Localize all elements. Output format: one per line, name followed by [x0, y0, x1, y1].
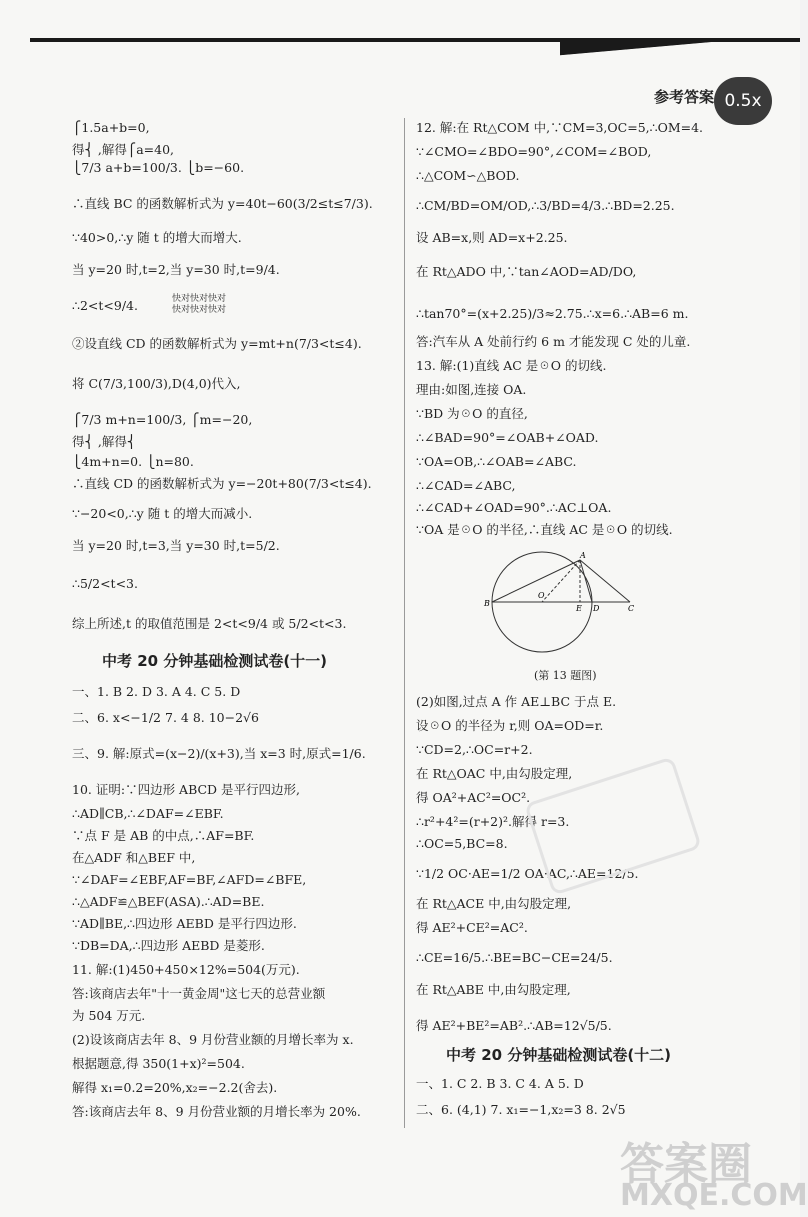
right-line-8: 13. 解:(1)直线 AC 是☉O 的切线. [416, 358, 607, 373]
left-line-b-0: 一、1. B 2. D 3. A 4. C 5. D [72, 684, 241, 699]
geometry-figure [484, 551, 644, 678]
right-line-b-1: 设☉O 的半径为 r,则 OA=OD=r. [416, 718, 604, 733]
overlay-note: 快对快对快对 快对快对快对 [172, 294, 227, 316]
playback-speed-button[interactable]: 0.5x [714, 77, 772, 125]
left-line-b-5: ∵点 F 是 AB 的中点,∴AF=BF. [72, 828, 255, 843]
right-line-0: 12. 解:在 Rt△COM 中,∵CM=3,OC=5,∴OM=4. [416, 120, 704, 135]
label-o: O [538, 591, 545, 600]
right-line-2: ∴△COM∽△BOD. [416, 168, 520, 183]
right-line-3: ∴CM/BD=OM/OD,∴3/BD=4/3.∴BD=2.25. [416, 198, 675, 213]
right-line-13: ∴∠CAD=∠ABC, [416, 478, 516, 493]
left-line-0: ⎧1.5a+b=0, [72, 120, 150, 135]
right-line-b-3: 在 Rt△OAC 中,由勾股定理, [416, 766, 573, 781]
left-line-8: 将 C(7/3,100/3),D(4,0)代入, [72, 376, 241, 391]
line-ad [580, 560, 592, 602]
left-line-9: ⎧7/3 m+n=100/3, ⎧m=−20, [72, 412, 253, 427]
left-line-b-4: ∴AD∥CB,∴∠DAF=∠EBF. [72, 806, 224, 821]
top-rule-tail [560, 40, 800, 62]
figure-caption: (第 13 题图) [534, 669, 597, 682]
right-line-7: 答:汽车从 A 处前行约 6 m 才能发现 C 处的儿童. [416, 334, 691, 349]
left-line-b-6: 在△ADF 和△BEF 中, [72, 850, 196, 865]
line-ab [492, 560, 580, 602]
right-line-10: ∵BD 为☉O 的直径, [416, 406, 528, 421]
left-line-b-7: ∵∠DAF=∠EBF,AF=BF,∠AFD=∠BFE, [72, 872, 307, 887]
right-line-15: ∵OA 是☉O 的半径,∴直线 AC 是☉O 的切线. [416, 522, 673, 537]
section-title-11: 中考 20 分钟基础检测试卷(十一) [102, 652, 328, 670]
right-line-c-0: 一、1. C 2. B 3. C 4. A 5. D [416, 1076, 584, 1091]
right-line-b-4: 得 OA²+AC²=OC². [416, 790, 531, 805]
left-line-16: 综上所述,t 的取值范围是 2<t<9/4 或 5/2<t<3. [72, 616, 347, 631]
left-line-12: ∴直线 CD 的函数解析式为 y=−20t+80(7/3<t≤4). [72, 476, 372, 491]
label-a: A [580, 551, 586, 560]
right-line-5: 在 Rt△ADO 中,∵tan∠AOD=AD/DO, [416, 264, 637, 279]
left-line-3: ∴直线 BC 的函数解析式为 y=40t−60(3/2≤t≤7/3). [72, 196, 373, 211]
label-c: C [628, 604, 635, 613]
right-line-b-0: (2)如图,过点 A 作 AE⊥BC 于点 E. [416, 694, 617, 709]
column-divider [404, 118, 405, 1128]
left-line-b-14: (2)设该商店去年 8、9 月份营业额的月增长率为 x. [72, 1032, 354, 1047]
left-line-5: 当 y=20 时,t=2,当 y=30 时,t=9/4. [72, 262, 280, 277]
right-line-c-1: 二、6. (4,1) 7. x₁=−1,x₂=3 8. 2√5 [416, 1102, 626, 1117]
left-line-b-3: 10. 证明:∵四边形 ABCD 是平行四边形, [72, 782, 301, 797]
left-line-13: ∵−20<0,∴y 随 t 的增大而减小. [72, 506, 253, 521]
left-line-7: ②设直线 CD 的函数解析式为 y=mt+n(7/3<t≤4). [72, 336, 362, 351]
left-line-b-11: 11. 解:(1)450+450×12%=504(万元). [72, 962, 300, 977]
right-line-b-12: 得 AE²+BE²=AB².∴AB=12√5/5. [416, 1018, 612, 1033]
left-line-b-10: ∵DB=DA,∴四边形 AEBD 是菱形. [72, 938, 265, 953]
right-line-b-11: 在 Rt△ABE 中,由勾股定理, [416, 982, 571, 997]
right-line-1: ∵∠CMO=∠BDO=90°,∠COM=∠BOD, [416, 144, 652, 159]
left-line-b-9: ∵AD∥BE,∴四边形 AEBD 是平行四边形. [72, 916, 297, 931]
watermark-logo: 答案圈 [620, 1139, 752, 1190]
right-line-b-7: ∵1/2 OC·AE=1/2 OA·AC,∴AE=12/5. [416, 866, 639, 881]
label-e: E [576, 604, 582, 613]
left-line-15: ∴5/2<t<3. [72, 576, 138, 591]
right-line-12: ∵OA=OB,∴∠OAB=∠ABC. [416, 454, 577, 469]
label-d: D [593, 604, 600, 613]
right-line-b-5: ∴r²+4²=(r+2)².解得 r=3. [416, 814, 570, 829]
left-line-11: ⎩4m+n=0. ⎩n=80. [72, 454, 194, 469]
left-line-10: 得⎨ ,解得⎨ [72, 434, 137, 449]
right-line-b-2: ∵CD=2,∴OC=r+2. [416, 742, 533, 757]
left-line-4: ∵40>0,∴y 随 t 的增大而增大. [72, 230, 242, 245]
right-line-4: 设 AB=x,则 AD=x+2.25. [416, 230, 568, 245]
right-line-11: ∴∠BAD=90°=∠OAB+∠OAD. [416, 430, 599, 445]
page-header: 参考答案 [654, 88, 715, 106]
left-line-b-1: 二、6. x<−1/2 7. 4 8. 10−2√6 [72, 710, 259, 725]
left-line-2: ⎩7/3 a+b=100/3. ⎩b=−60. [72, 160, 245, 175]
left-line-b-12: 答:该商店去年"十一黄金周"这七天的总营业额 [72, 986, 326, 1001]
left-line-b-13: 为 504 万元. [72, 1008, 146, 1023]
left-line-14: 当 y=20 时,t=3,当 y=30 时,t=5/2. [72, 538, 280, 553]
left-line-b-15: 根据题意,得 350(1+x)²=504. [72, 1056, 245, 1071]
left-line-b-2: 三、9. 解:原式=(x−2)/(x+3),当 x=3 时,原式=1/6. [72, 746, 366, 761]
line-ao [542, 560, 580, 602]
right-line-b-8: 在 Rt△ACE 中,由勾股定理, [416, 896, 572, 911]
right-line-b-10: ∴CE=16/5.∴BE=BC−CE=24/5. [416, 950, 613, 965]
left-line-b-16: 解得 x₁=0.2=20%,x₂=−2.2(舍去). [72, 1080, 278, 1095]
right-line-6: ∴tan70°=(x+2.25)/3≈2.75.∴x=6.∴AB=6 m. [416, 306, 689, 321]
label-b: B [484, 599, 490, 608]
right-line-14: ∴∠CAD+∠OAD=90°.∴AC⊥OA. [416, 500, 612, 515]
left-line-b-8: ∴△ADF≌△BEF(ASA).∴AD=BE. [72, 894, 265, 909]
right-line-b-9: 得 AE²+CE²=AC². [416, 920, 528, 935]
left-line-6: ∴2<t<9/4. [72, 298, 138, 313]
right-line-b-6: ∴OC=5,BC=8. [416, 836, 508, 851]
right-line-9: 理由:如图,连接 OA. [416, 382, 527, 397]
left-line-1: 得⎨ ,解得⎧a=40, [72, 142, 175, 157]
section-title-12: 中考 20 分钟基础检测试卷(十二) [446, 1046, 672, 1064]
left-line-b-17: 答:该商店去年 8、9 月份营业额的月增长率为 20%. [72, 1104, 361, 1119]
watermark-site: MXQE.COM [620, 1178, 808, 1213]
